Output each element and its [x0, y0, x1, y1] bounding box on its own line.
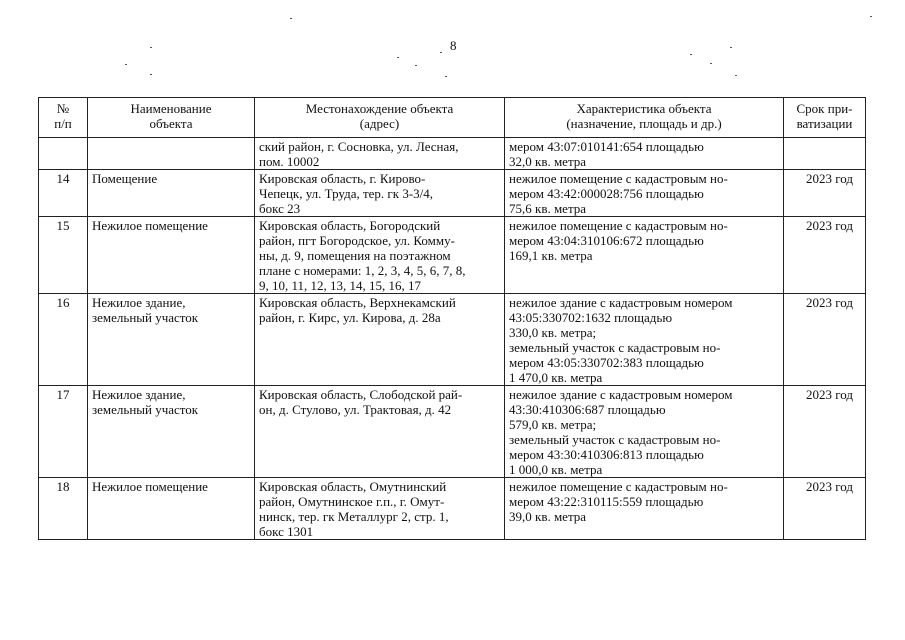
privatization-term: 2023 год — [784, 386, 866, 478]
object-characteristics-line: 579,0 кв. метра; — [509, 417, 597, 432]
object-name-line: Нежилое помещение — [92, 479, 208, 494]
object-location-line: район, пгт Богородское, ул. Комму- — [259, 233, 455, 248]
object-characteristics-line: 43:05:330702:1632 площадью — [509, 310, 673, 325]
scan-speck — [415, 65, 417, 66]
object-characteristics — [505, 386, 784, 478]
object-location — [255, 478, 505, 540]
object-name-line: Нежилое здание, — [92, 295, 186, 310]
object-name — [88, 386, 255, 478]
object-characteristics-line: нежилое помещение с кадастровым но- — [509, 479, 728, 494]
object-location-line: Чепецк, ул. Труда, тер. гк 3-3/4, — [259, 186, 434, 201]
object-characteristics-line: 39,0 кв. метра — [509, 509, 587, 524]
object-characteristics-line: 1 000,0 кв. метра — [509, 462, 603, 477]
scan-speck — [710, 63, 712, 64]
object-location-line: ны, д. 9, помещения на поэтажном — [259, 248, 451, 263]
object-name — [88, 294, 255, 386]
object-name-line: Нежилое здание, — [92, 387, 186, 402]
object-characteristics-line: мером 43:05:330702:383 площадью — [509, 355, 704, 370]
object-name — [88, 478, 255, 540]
object-characteristics-line: 32,0 кв. метра — [509, 154, 587, 169]
object-name-line: земельный участок — [92, 310, 199, 325]
object-location-line: Кировская область, Омутнинский — [259, 479, 447, 494]
object-location — [255, 170, 505, 217]
object-characteristics-line: 330,0 кв. метра; — [509, 325, 597, 340]
object-location-line: 9, 10, 11, 12, 13, 14, 15, 16, 17 — [259, 278, 422, 293]
object-name — [88, 138, 255, 170]
table-row — [39, 294, 866, 386]
object-location-line: плане с номерами: 1, 2, 3, 4, 5, 6, 7, 8, — [259, 263, 466, 278]
page-number: 8 — [450, 38, 457, 53]
scan-speck — [445, 76, 447, 77]
scan-speck — [290, 18, 292, 19]
table-body — [39, 138, 866, 540]
object-characteristics-line: мером 43:04:310106:672 площадью — [509, 233, 704, 248]
object-characteristics-line: нежилое помещение с кадастровым но- — [509, 171, 728, 186]
privatization-table — [38, 97, 866, 540]
row-number: 15 — [39, 217, 88, 294]
table-row — [39, 138, 866, 170]
scan-speck — [690, 54, 692, 55]
privatization-term — [784, 138, 866, 170]
object-location-line: бокс 23 — [259, 201, 301, 216]
scan-speck — [735, 75, 737, 76]
object-location-line: бокс 1301 — [259, 524, 314, 539]
row-number: 17 — [39, 386, 88, 478]
object-location-line: Кировская область, г. Кирово- — [259, 171, 426, 186]
object-characteristics-line: мером 43:22:310115:559 площадью — [509, 494, 704, 509]
header-name: Наименование объекта — [88, 98, 255, 138]
object-location — [255, 138, 505, 170]
object-characteristics — [505, 170, 784, 217]
object-characteristics — [505, 217, 784, 294]
header-num: № п/п — [39, 98, 88, 138]
object-name — [88, 170, 255, 217]
object-location-line: нинск, тер. гк Металлург 2, стр. 1, — [259, 509, 449, 524]
object-name-line: земельный участок — [92, 402, 199, 417]
table-header-row — [39, 98, 866, 138]
table-row — [39, 478, 866, 540]
object-name-line: Помещение — [92, 171, 158, 186]
header-characteristics: Характеристика объекта (назначение, площадь и др.) — [505, 98, 784, 138]
object-characteristics-line: нежилое здание с кадастровым номером — [509, 295, 733, 310]
object-location-line: Кировская область, Богородский — [259, 218, 441, 233]
table-row — [39, 386, 866, 478]
object-name-line: Нежилое помещение — [92, 218, 208, 233]
object-location — [255, 386, 505, 478]
object-location-line: пом. 10002 — [259, 154, 320, 169]
object-location-line: район, г. Кирс, ул. Кирова, д. 28а — [259, 310, 441, 325]
object-location-line: он, д. Стулово, ул. Трактовая, д. 42 — [259, 402, 452, 417]
privatization-term: 2023 год — [784, 478, 866, 540]
object-characteristics-line: нежилое здание с кадастровым номером — [509, 387, 733, 402]
privatization-term: 2023 год — [784, 170, 866, 217]
object-location — [255, 294, 505, 386]
object-name — [88, 217, 255, 294]
scan-speck — [397, 57, 399, 58]
object-characteristics-line: земельный участок с кадастровым но- — [509, 340, 721, 355]
object-characteristics-line: мером 43:30:410306:813 площадью — [509, 447, 704, 462]
object-characteristics — [505, 478, 784, 540]
object-location-line: Кировская область, Слободской рай- — [259, 387, 463, 402]
row-number: 14 — [39, 170, 88, 217]
row-number — [39, 138, 88, 170]
privatization-term: 2023 год — [784, 217, 866, 294]
header-term: Срок при- ватизации — [784, 98, 866, 138]
row-number: 16 — [39, 294, 88, 386]
privatization-term: 2023 год — [784, 294, 866, 386]
object-location-line: район, Омутнинское г.п., г. Омут- — [259, 494, 445, 509]
header-location: Местонахождение объекта (адрес) — [255, 98, 505, 138]
object-location-line: Кировская область, Верхнекамский — [259, 295, 456, 310]
scan-speck — [125, 64, 127, 65]
table-row — [39, 217, 866, 294]
object-characteristics-line: 75,6 кв. метра — [509, 201, 587, 216]
object-location-line: ский район, г. Сосновка, ул. Лесная, — [259, 139, 459, 154]
table-row — [39, 170, 866, 217]
object-characteristics-line: мером 43:07:010141:654 площадью — [509, 139, 704, 154]
scan-speck — [440, 52, 442, 53]
object-location — [255, 217, 505, 294]
object-characteristics — [505, 138, 784, 170]
object-characteristics-line: земельный участок с кадастровым но- — [509, 432, 721, 447]
object-characteristics — [505, 294, 784, 386]
object-characteristics-line: мером 43:42:000028:756 площадью — [509, 186, 704, 201]
object-characteristics-line: нежилое помещение с кадастровым но- — [509, 218, 728, 233]
object-characteristics-line: 43:30:410306:687 площадью — [509, 402, 666, 417]
row-number: 18 — [39, 478, 88, 540]
scan-speck — [870, 16, 872, 17]
scan-speck — [150, 47, 152, 48]
object-characteristics-line: 169,1 кв. метра — [509, 248, 593, 263]
scan-speck — [150, 74, 152, 75]
scan-speck — [730, 47, 732, 48]
object-characteristics-line: 1 470,0 кв. метра — [509, 370, 603, 385]
